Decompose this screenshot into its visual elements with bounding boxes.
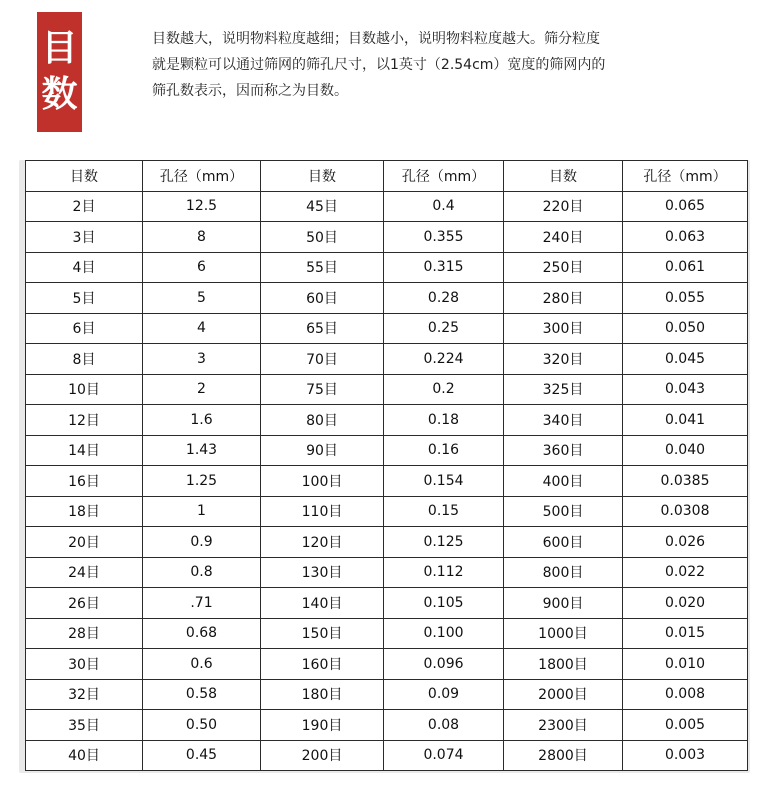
aperture-cell: 0.055 — [623, 283, 748, 314]
aperture-cell: 0.061 — [623, 252, 748, 283]
intro-line-3: 筛孔数表示，因而称之为目数。 — [152, 83, 348, 99]
aperture-cell: 0.005 — [623, 710, 748, 741]
table-row — [26, 557, 748, 588]
aperture-cell: 0.09 — [384, 679, 504, 710]
mesh-cell: 200目 — [261, 740, 384, 771]
aperture-cell: 0.355 — [384, 222, 504, 253]
aperture-cell: 0.008 — [623, 679, 748, 710]
aperture-cell: 2 — [143, 374, 261, 405]
aperture-cell: 0.4 — [384, 191, 504, 222]
aperture-cell: 0.026 — [623, 527, 748, 558]
mesh-aperture-table — [25, 160, 748, 771]
mesh-cell: 14目 — [26, 435, 143, 466]
mesh-cell: 140目 — [261, 588, 384, 619]
table-row — [26, 435, 748, 466]
table-row — [26, 740, 748, 771]
aperture-cell: 0.040 — [623, 435, 748, 466]
aperture-cell: .71 — [143, 588, 261, 619]
table-row — [26, 405, 748, 436]
aperture-cell: 0.096 — [384, 649, 504, 680]
table-row — [26, 649, 748, 680]
aperture-cell: 8 — [143, 222, 261, 253]
intro-paragraph — [152, 26, 712, 104]
table-row — [26, 679, 748, 710]
mesh-cell: 110目 — [261, 496, 384, 527]
aperture-cell: 0.16 — [384, 435, 504, 466]
table-row — [26, 252, 748, 283]
aperture-cell: 0.45 — [143, 740, 261, 771]
mesh-cell: 340目 — [504, 405, 623, 436]
table-body — [26, 191, 748, 771]
aperture-cell: 6 — [143, 252, 261, 283]
mesh-cell: 6目 — [26, 313, 143, 344]
mesh-cell: 190目 — [261, 710, 384, 741]
aperture-cell: 0.003 — [623, 740, 748, 771]
mesh-cell: 2300目 — [504, 710, 623, 741]
badge-char-2: 数 — [41, 74, 78, 115]
mesh-cell: 180目 — [261, 679, 384, 710]
aperture-cell: 0.125 — [384, 527, 504, 558]
mesh-cell: 2000目 — [504, 679, 623, 710]
table-row — [26, 466, 748, 497]
mesh-cell: 60目 — [261, 283, 384, 314]
mesh-cell: 2800目 — [504, 740, 623, 771]
mesh-cell: 400目 — [504, 466, 623, 497]
aperture-cell: 0.224 — [384, 344, 504, 375]
aperture-cell: 1.6 — [143, 405, 261, 436]
mesh-cell: 55目 — [261, 252, 384, 283]
aperture-cell: 0.154 — [384, 466, 504, 497]
aperture-cell: 1.25 — [143, 466, 261, 497]
aperture-cell: 0.0385 — [623, 466, 748, 497]
table-row — [26, 710, 748, 741]
table-row — [26, 313, 748, 344]
aperture-cell: 0.9 — [143, 527, 261, 558]
table-row — [26, 191, 748, 222]
aperture-cell: 0.18 — [384, 405, 504, 436]
aperture-cell: 0.50 — [143, 710, 261, 741]
table-row — [26, 222, 748, 253]
mesh-cell: 160目 — [261, 649, 384, 680]
aperture-cell: 0.15 — [384, 496, 504, 527]
mesh-cell: 45目 — [261, 191, 384, 222]
badge-char-1: 目 — [41, 28, 78, 69]
aperture-cell: 0.2 — [384, 374, 504, 405]
mesh-cell: 32目 — [26, 679, 143, 710]
mesh-cell: 325目 — [504, 374, 623, 405]
mesh-cell: 40目 — [26, 740, 143, 771]
aperture-cell: 0.045 — [623, 344, 748, 375]
mesh-cell: 8目 — [26, 344, 143, 375]
mesh-cell: 65目 — [261, 313, 384, 344]
mesh-cell: 75目 — [261, 374, 384, 405]
mesh-cell: 280目 — [504, 283, 623, 314]
table-row — [26, 374, 748, 405]
table-header-row — [26, 161, 748, 192]
aperture-cell: 4 — [143, 313, 261, 344]
aperture-cell: 5 — [143, 283, 261, 314]
table-row — [26, 344, 748, 375]
intro-line-1: 目数越大，说明物料粒度越细；目数越小，说明物料粒度越大。筛分粒度 — [152, 31, 600, 47]
aperture-cell: 0.015 — [623, 618, 748, 649]
mesh-cell: 600目 — [504, 527, 623, 558]
mesh-cell: 16目 — [26, 466, 143, 497]
mesh-cell: 4目 — [26, 252, 143, 283]
mesh-cell: 130目 — [261, 557, 384, 588]
header-mesh-3: 目数 — [504, 161, 623, 192]
aperture-cell: 0.022 — [623, 557, 748, 588]
header-mesh-1: 目数 — [26, 161, 143, 192]
mesh-cell: 360目 — [504, 435, 623, 466]
mesh-cell: 10目 — [26, 374, 143, 405]
mesh-cell: 20目 — [26, 527, 143, 558]
mesh-cell: 800目 — [504, 557, 623, 588]
aperture-cell: 0.6 — [143, 649, 261, 680]
aperture-cell: 0.315 — [384, 252, 504, 283]
mesh-cell: 500目 — [504, 496, 623, 527]
mesh-cell: 35目 — [26, 710, 143, 741]
mesh-cell: 30目 — [26, 649, 143, 680]
header-mesh-2: 目数 — [261, 161, 384, 192]
aperture-cell: 0.25 — [384, 313, 504, 344]
title-badge — [37, 12, 82, 132]
aperture-cell: 0.08 — [384, 710, 504, 741]
mesh-cell: 28目 — [26, 618, 143, 649]
aperture-cell: 0.105 — [384, 588, 504, 619]
mesh-cell: 50目 — [261, 222, 384, 253]
mesh-cell: 1800目 — [504, 649, 623, 680]
aperture-cell: 0.010 — [623, 649, 748, 680]
aperture-cell: 0.065 — [623, 191, 748, 222]
mesh-cell: 220目 — [504, 191, 623, 222]
aperture-cell: 0.0308 — [623, 496, 748, 527]
aperture-cell: 0.043 — [623, 374, 748, 405]
aperture-cell: 1 — [143, 496, 261, 527]
mesh-cell: 3目 — [26, 222, 143, 253]
mesh-cell: 26目 — [26, 588, 143, 619]
aperture-cell: 0.074 — [384, 740, 504, 771]
mesh-cell: 100目 — [261, 466, 384, 497]
aperture-cell: 0.112 — [384, 557, 504, 588]
mesh-cell: 2目 — [26, 191, 143, 222]
table-row — [26, 496, 748, 527]
table-row — [26, 618, 748, 649]
header-aperture-3: 孔径（mm） — [623, 161, 748, 192]
mesh-cell: 5目 — [26, 283, 143, 314]
mesh-cell: 150目 — [261, 618, 384, 649]
aperture-cell: 12.5 — [143, 191, 261, 222]
table-row — [26, 588, 748, 619]
mesh-cell: 240目 — [504, 222, 623, 253]
mesh-cell: 1000目 — [504, 618, 623, 649]
aperture-cell: 0.050 — [623, 313, 748, 344]
aperture-cell: 0.020 — [623, 588, 748, 619]
mesh-cell: 12目 — [26, 405, 143, 436]
aperture-cell: 0.8 — [143, 557, 261, 588]
mesh-cell: 18目 — [26, 496, 143, 527]
aperture-cell: 0.58 — [143, 679, 261, 710]
mesh-cell: 70目 — [261, 344, 384, 375]
mesh-cell: 320目 — [504, 344, 623, 375]
mesh-cell: 120目 — [261, 527, 384, 558]
table-row — [26, 283, 748, 314]
intro-line-2: 就是颗粒可以通过筛网的筛孔尺寸，以1英寸（2.54cm）宽度的筛网内的 — [152, 57, 606, 73]
aperture-cell: 0.041 — [623, 405, 748, 436]
header-aperture-1: 孔径（mm） — [143, 161, 261, 192]
mesh-cell: 80目 — [261, 405, 384, 436]
header-aperture-2: 孔径（mm） — [384, 161, 504, 192]
mesh-cell: 300目 — [504, 313, 623, 344]
aperture-cell: 0.063 — [623, 222, 748, 253]
aperture-cell: 0.68 — [143, 618, 261, 649]
mesh-cell: 90目 — [261, 435, 384, 466]
aperture-cell: 0.28 — [384, 283, 504, 314]
aperture-cell: 3 — [143, 344, 261, 375]
aperture-cell: 1.43 — [143, 435, 261, 466]
table-row — [26, 527, 748, 558]
aperture-cell: 0.100 — [384, 618, 504, 649]
mesh-cell: 24目 — [26, 557, 143, 588]
mesh-cell: 900目 — [504, 588, 623, 619]
mesh-cell: 250目 — [504, 252, 623, 283]
